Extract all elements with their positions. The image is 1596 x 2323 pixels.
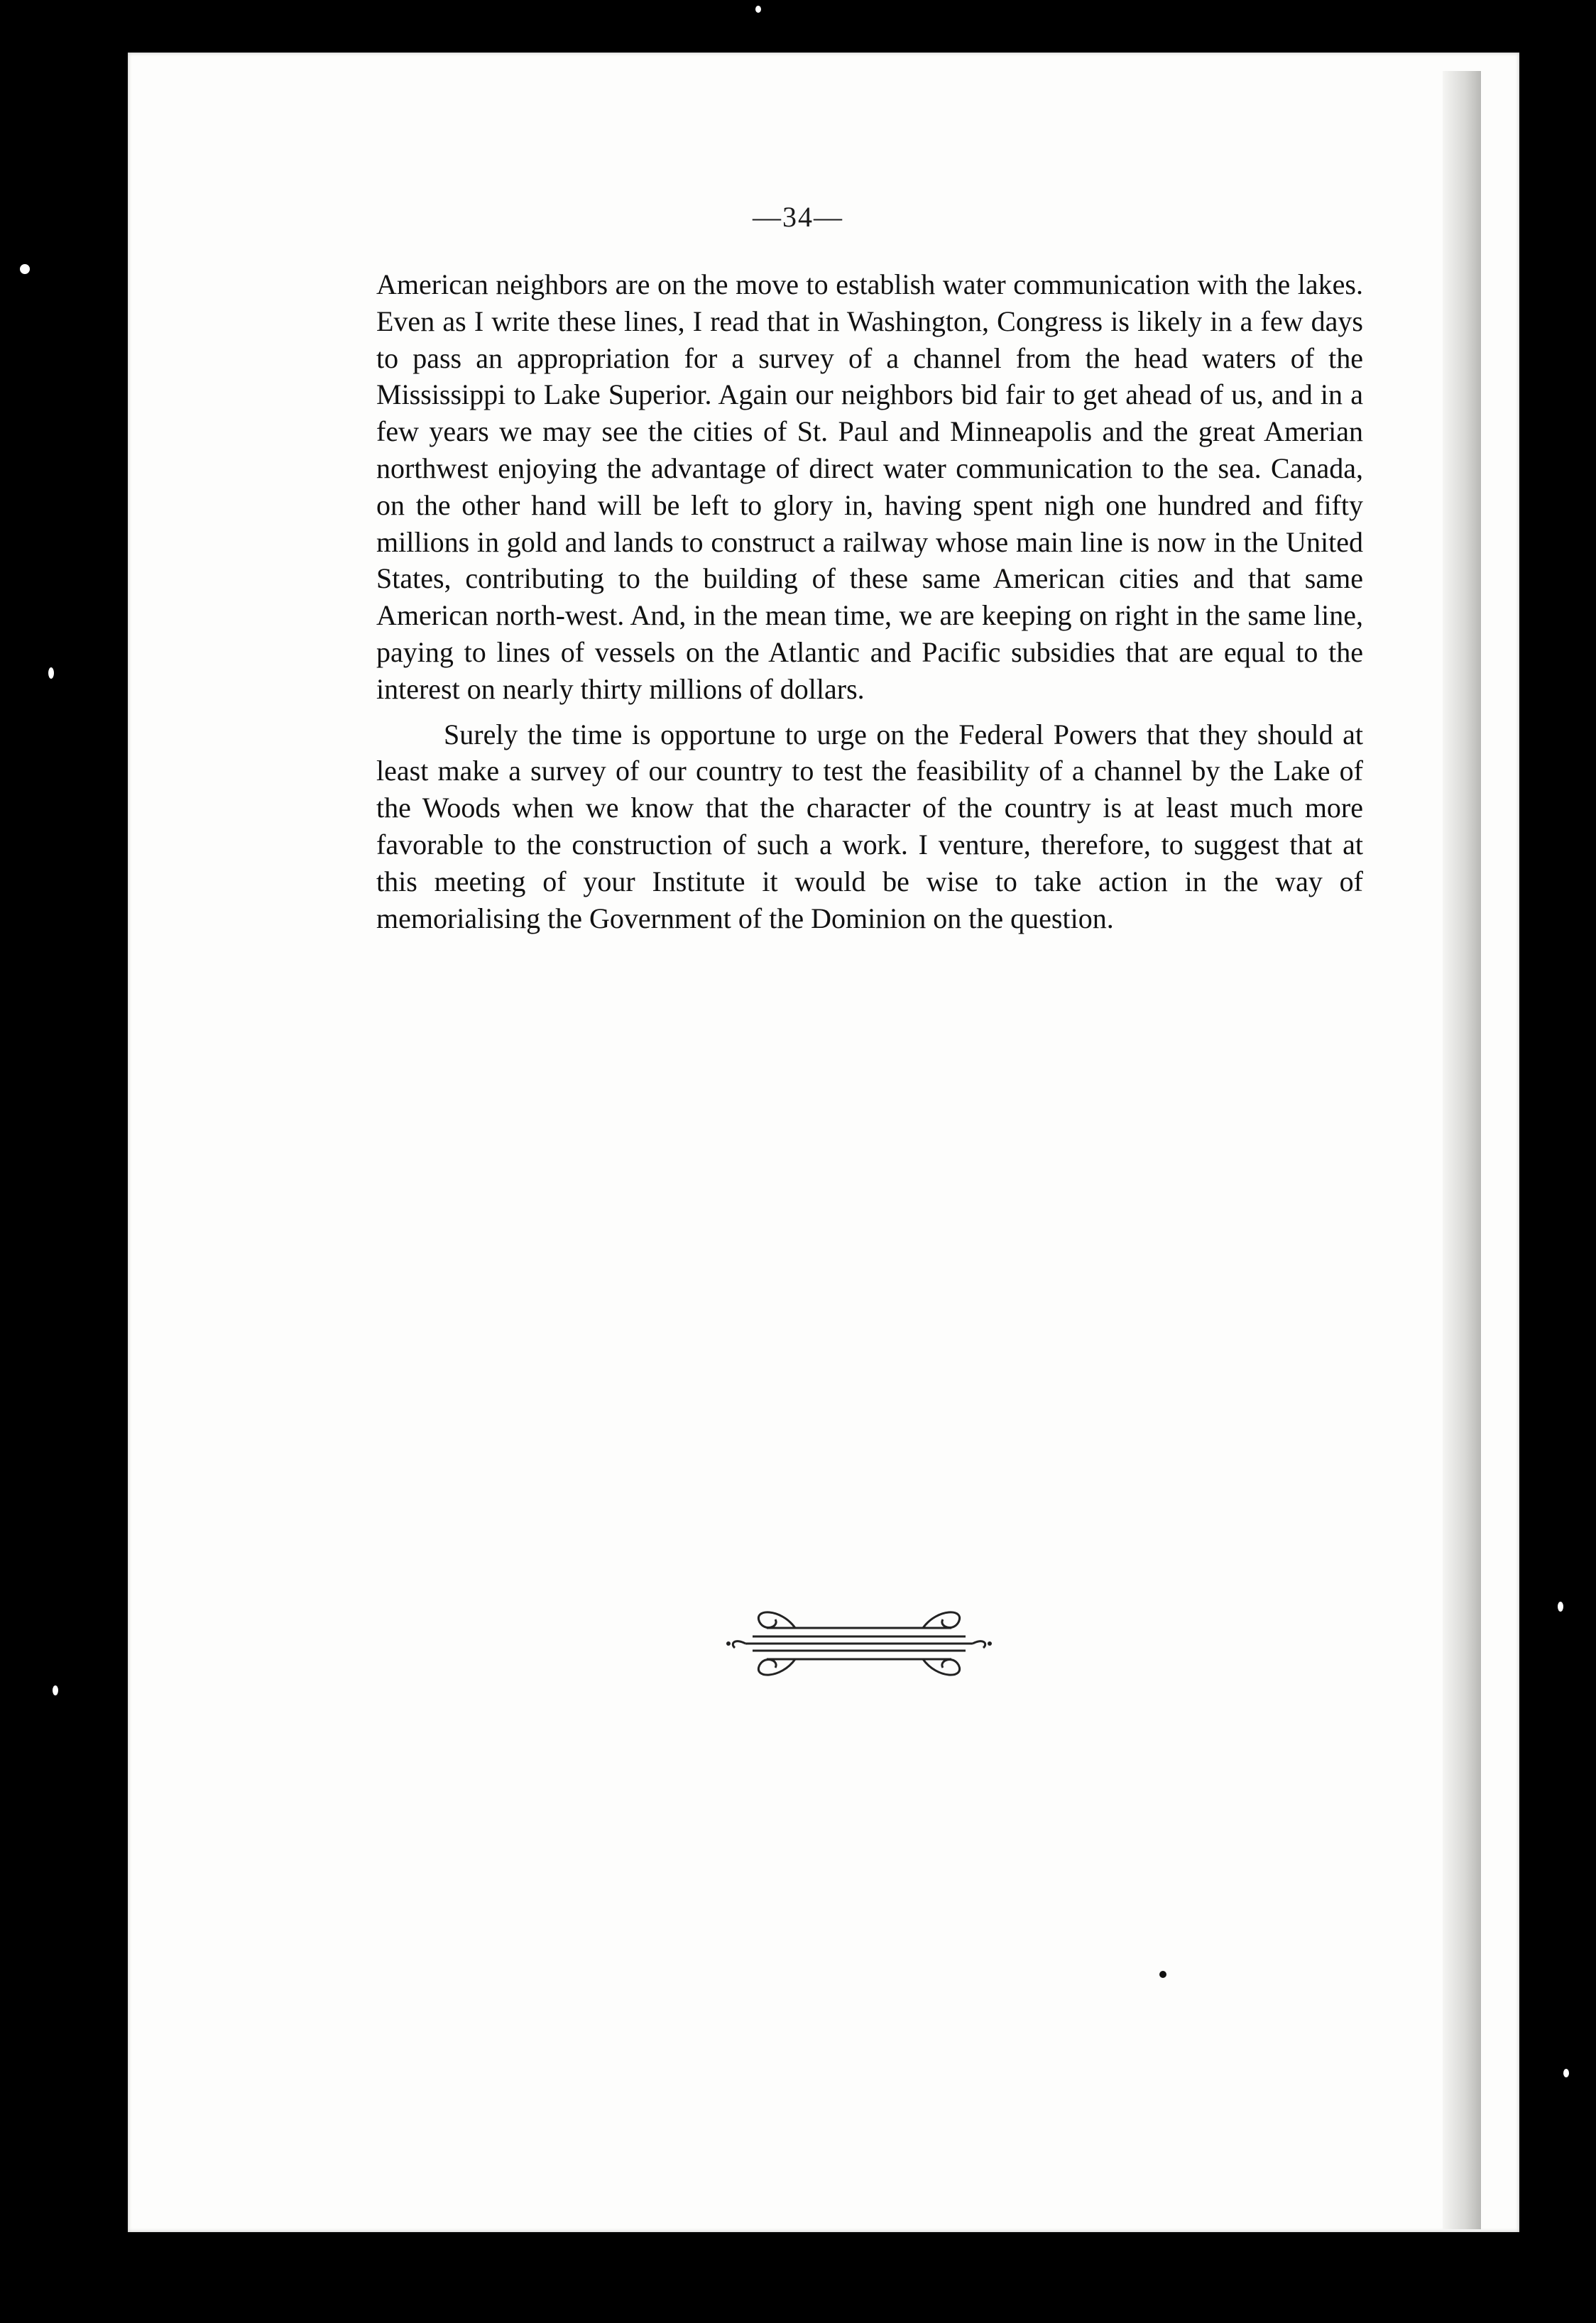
scan-speck bbox=[1563, 2069, 1569, 2077]
scan-speck bbox=[53, 1685, 58, 1695]
scroll-ornament-icon bbox=[724, 1601, 994, 1686]
paragraph-2: Surely the time is opportune to urge on the Federal Powers that they should at least make a survey of our country to test the feasibility of a channel by the Lake of the Woods when we know that the character of the country is at least much more favorable to the construction of such a work. I venture, therefore, to suggest that at this meeting of your Institute it would be wise to take action in the way of memorialising the Government of the Dominion on the question. bbox=[376, 718, 1363, 934]
scan-speck bbox=[48, 667, 54, 679]
page-number: —34— bbox=[753, 201, 843, 233]
body-text bbox=[376, 266, 1363, 936]
page-edge-shadow bbox=[1443, 71, 1481, 2229]
paragraph-1: American neighbors are on the move to establish water communication with the lakes. Even as I write these lines, I read that in Washington, Congress is likely in a few days to pass an appropriation for a survey of a channel from the head waters of the Mississippi to Lake Superior. Again our neighbors bid fair to get ahead of us, and in a few years we may see the cities of St. Paul and Minneapolis and the great Amerian northwest enjoying the advantage of direct water communication to the sea. Canada, on the other hand will be left to glory in, having spent nigh one hundred and fifty millions in gold and lands to construct a railway whose main line is now in the United States, contributing to the building of these same American cities and that same American north-west. And, in the mean time, we are keeping on right in the same line, paying to lines of vessels on the Atlantic and Pacific subsidies that are equal to the interest on nearly thirty millions of dollars. bbox=[376, 268, 1363, 705]
scan-speck bbox=[755, 6, 761, 13]
scan-speck bbox=[1558, 1602, 1563, 1612]
scan-speck bbox=[20, 264, 30, 274]
ink-dot bbox=[1159, 1971, 1166, 1978]
